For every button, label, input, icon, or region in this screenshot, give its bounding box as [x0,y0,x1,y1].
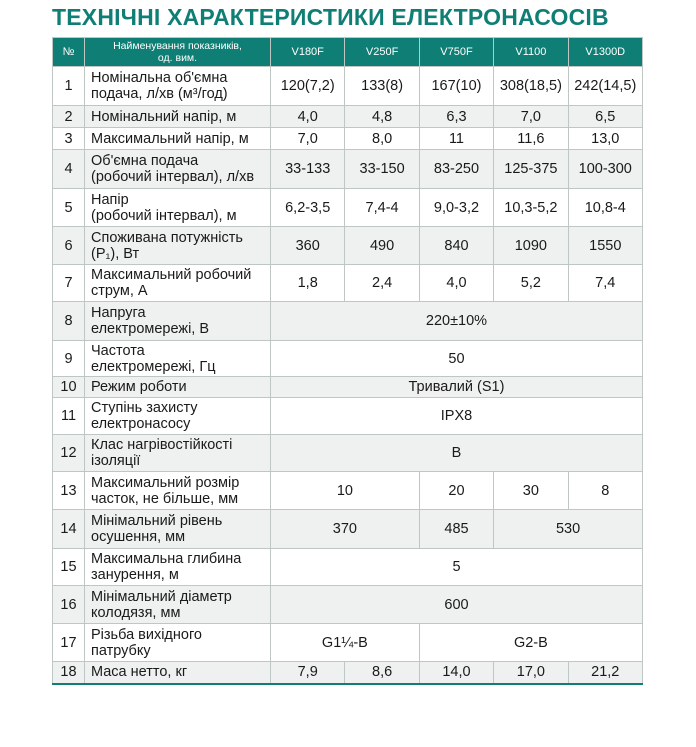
parameter-name-line: електромережі, В [91,321,210,337]
parameter-name [85,302,271,341]
row-number: 7 [53,265,85,302]
parameter-name-line: Максимальний напір, м [91,130,249,147]
value-cell: 7,4-4 [345,189,419,227]
header-model: V180F [271,38,345,67]
parameter-name-line: Напруга [91,305,146,321]
value-cell: Тривалий (S1) [271,377,643,398]
table-row [53,67,643,106]
table-row [53,265,643,302]
row-number: 15 [53,549,85,586]
header-model: V1300D [568,38,642,67]
parameter-name-line: Номінальний напір, м [91,108,237,125]
table-row [53,227,643,265]
value-cell: G1¼-B [271,624,420,662]
parameter-name-line: Частота [91,342,145,359]
row-number: 10 [53,377,85,398]
row-number: 9 [53,341,85,377]
parameter-name [85,150,271,189]
parameter-name-line: занурення, м [91,567,179,583]
specs-table [52,37,643,685]
parameter-name [85,106,271,128]
header-model: V250F [345,38,419,67]
header-model: V1100 [494,38,568,67]
parameter-name [85,377,271,398]
value-cell: 11,6 [494,128,568,150]
parameter-name-line: електромережі, Гц [91,358,216,375]
value-cell: 7,9 [271,662,345,684]
value-cell: 6,2-3,5 [271,189,345,227]
value-cell: 8,0 [345,128,419,150]
parameter-name-line: Клас нагрівостійкості [91,437,233,453]
parameter-name-line: (P₁), Вт [91,245,140,262]
parameter-name-line: Різьба вихідного [91,626,203,643]
value-cell: 4,0 [419,265,493,302]
parameter-name [85,67,271,106]
value-cell: 125-375 [494,150,568,189]
parameter-name-line: Об'ємна подача [91,153,199,169]
value-cell: 10,8-4 [568,189,642,227]
row-number: 3 [53,128,85,150]
parameter-name-line: електронасосу [91,416,191,432]
value-cell: 2,4 [345,265,419,302]
table-row [53,472,643,510]
value-cell: 9,0-3,2 [419,189,493,227]
header-num: № [53,38,85,67]
parameter-name-line: осушення, мм [91,529,186,545]
parameter-name [85,510,271,549]
value-cell: 167(10) [419,67,493,106]
value-cell: 120(7,2) [271,67,345,106]
parameter-name-line: Режим роботи [91,379,187,395]
table-row [53,662,643,684]
value-cell: 220±10% [271,302,643,341]
value-cell: 1,8 [271,265,345,302]
value-cell: 370 [271,510,420,549]
value-cell: 1090 [494,227,568,265]
value-cell: 360 [271,227,345,265]
value-cell: 33-150 [345,150,419,189]
value-cell: 33-133 [271,150,345,189]
parameter-name-line: Напір [91,191,129,208]
row-number: 14 [53,510,85,549]
table-row [53,510,643,549]
parameter-name-line: Максимальний розмір [91,474,240,491]
value-cell: 308(18,5) [494,67,568,106]
table-body [53,67,643,684]
value-cell: 530 [494,510,643,549]
page-title: ТЕХНІЧНІ ХАРАКТЕРИСТИКИ ЕЛЕКТРОНАСОСІВ [52,4,609,30]
parameter-name [85,586,271,624]
value-cell: 4,0 [271,106,345,128]
parameter-name [85,549,271,586]
value-cell: 6,3 [419,106,493,128]
parameter-name-line: колодязя, мм [91,604,181,621]
value-cell: 840 [419,227,493,265]
row-number: 6 [53,227,85,265]
value-cell: B [271,435,643,472]
row-number: 13 [53,472,85,510]
row-number: 5 [53,189,85,227]
parameter-name-line: Споживана потужність [91,229,243,246]
parameter-name [85,265,271,302]
value-cell: 10 [271,472,420,510]
row-number: 1 [53,67,85,106]
row-number: 2 [53,106,85,128]
header-name [85,38,271,67]
value-cell: 14,0 [419,662,493,684]
parameter-name-line: Номінальна об'ємна [91,70,228,86]
value-cell: 11 [419,128,493,150]
value-cell: IPX8 [271,398,643,435]
parameter-name-line: (робочий інтервал), л/хв [91,169,255,185]
value-cell: 5 [271,549,643,586]
value-cell: 490 [345,227,419,265]
parameter-name-line: подача, л/хв (м³/год) [91,86,228,102]
parameter-name [85,662,271,684]
value-cell: 133(8) [345,67,419,106]
header-name-line1: Найменування показників, [113,40,242,52]
value-cell: 6,5 [568,106,642,128]
parameter-name [85,398,271,435]
row-number: 17 [53,624,85,662]
parameter-name-line: струм, А [91,283,148,299]
value-cell: 100-300 [568,150,642,189]
value-cell: 30 [494,472,568,510]
parameter-name-line: патрубку [91,642,151,659]
value-cell: 485 [419,510,493,549]
value-cell: 7,4 [568,265,642,302]
table-row [53,106,643,128]
parameter-name-line: (робочий інтервал), м [91,207,237,224]
table-row [53,189,643,227]
value-cell: 21,2 [568,662,642,684]
row-number: 11 [53,398,85,435]
row-number: 18 [53,662,85,684]
table-row [53,624,643,662]
parameter-name-line: Максимальна глибина [91,551,242,567]
parameter-name-line: ізоляції [91,453,141,469]
header-row [53,38,643,67]
parameter-name [85,624,271,662]
row-number: 16 [53,586,85,624]
table-row [53,586,643,624]
table-row [53,398,643,435]
parameter-name [85,128,271,150]
table-row [53,377,643,398]
table-row [53,128,643,150]
value-cell: 13,0 [568,128,642,150]
value-cell: 5,2 [494,265,568,302]
header-model: V750F [419,38,493,67]
parameter-name-line: Маса нетто, кг [91,664,188,681]
row-number: 4 [53,150,85,189]
value-cell: 83-250 [419,150,493,189]
parameter-name-line: Ступінь захисту [91,400,198,416]
value-cell: 10,3-5,2 [494,189,568,227]
value-cell: 7,0 [494,106,568,128]
value-cell: G2-B [419,624,642,662]
value-cell: 1550 [568,227,642,265]
table-row [53,150,643,189]
parameter-name-line: Максимальний робочий [91,267,252,283]
parameter-name-line: Мінімальний рівень [91,513,223,529]
row-number: 12 [53,435,85,472]
parameter-name [85,227,271,265]
value-cell: 50 [271,341,643,377]
value-cell: 4,8 [345,106,419,128]
table-row [53,549,643,586]
parameter-name [85,341,271,377]
parameter-name [85,189,271,227]
value-cell: 7,0 [271,128,345,150]
value-cell: 17,0 [494,662,568,684]
parameter-name [85,435,271,472]
parameter-name-line: Мінімальний діаметр [91,588,232,605]
table-row [53,302,643,341]
parameter-name-line: часток, не більше, мм [91,490,239,507]
value-cell: 600 [271,586,643,624]
value-cell: 20 [419,472,493,510]
value-cell: 242(14,5) [568,67,642,106]
value-cell: 8 [568,472,642,510]
parameter-name [85,472,271,510]
row-number: 8 [53,302,85,341]
table-row [53,435,643,472]
header-name-line2: од. вим. [157,52,198,64]
table-row [53,341,643,377]
value-cell: 8,6 [345,662,419,684]
